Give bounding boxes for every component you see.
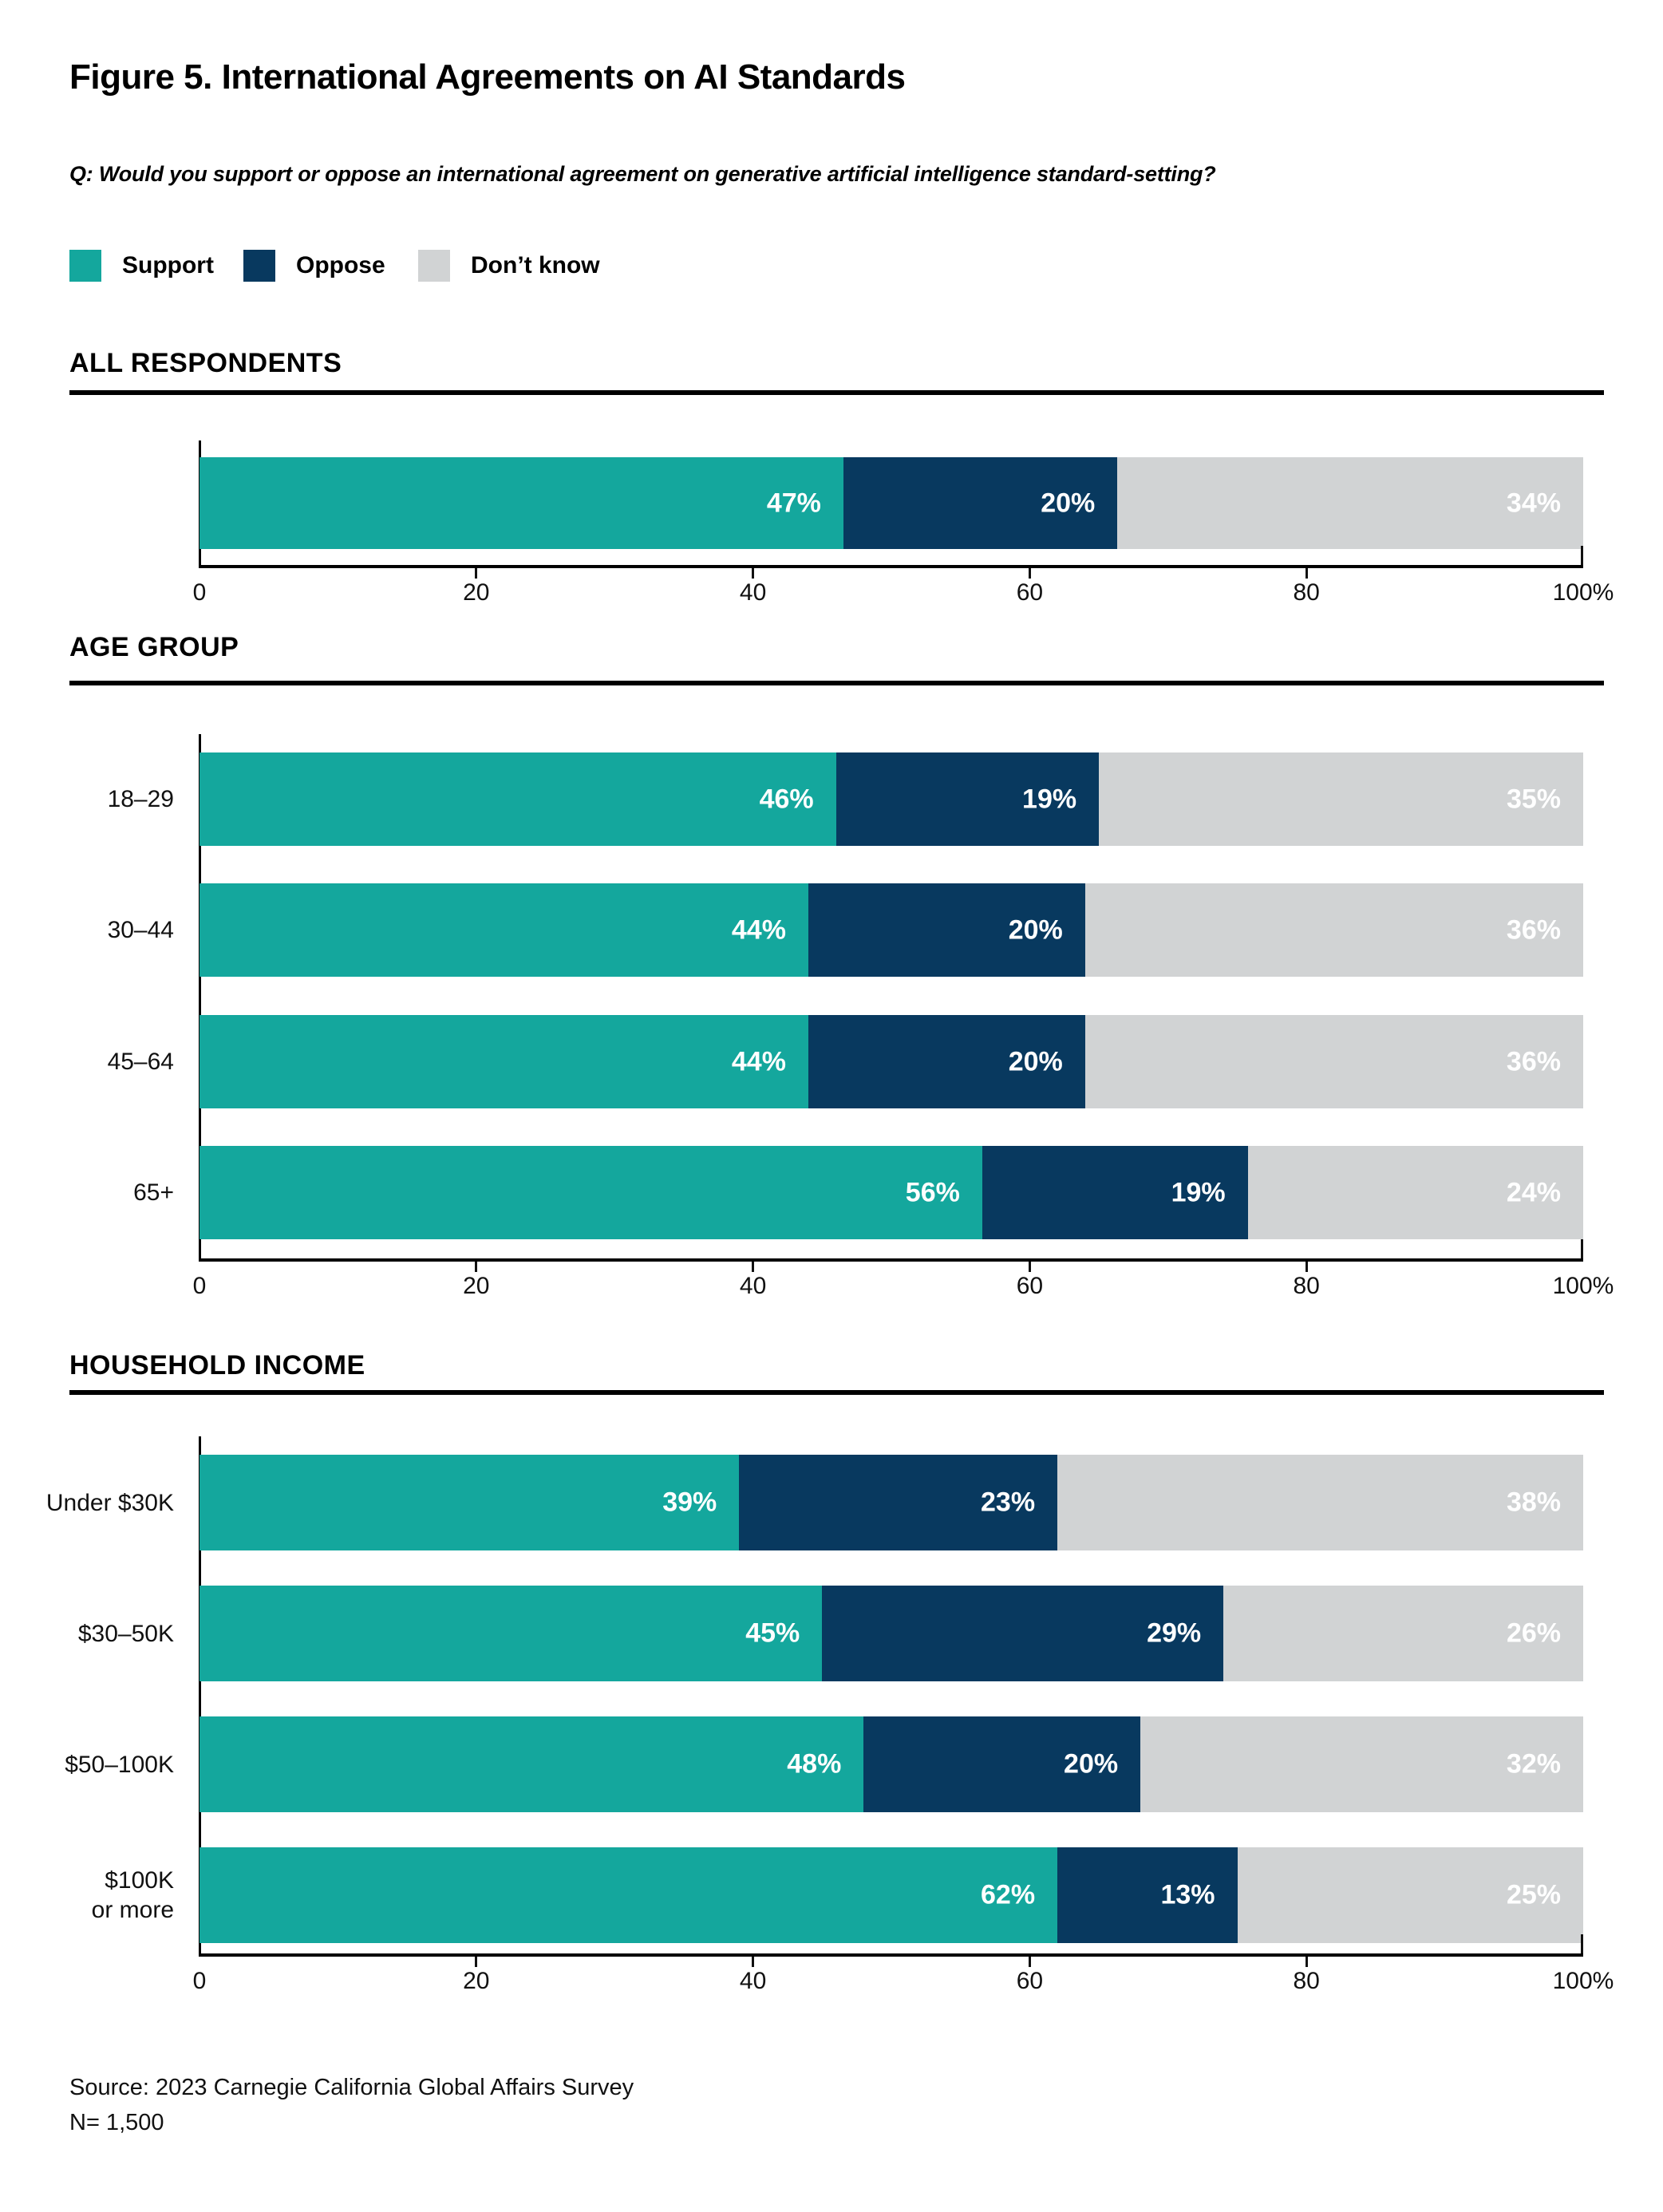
legend-item-oppose (243, 250, 385, 282)
bar-row (199, 883, 1583, 977)
bar-segment-support (199, 1455, 739, 1550)
bar-value-label: 24% (1506, 1177, 1561, 1207)
axis-tick-label: 100% (1552, 1273, 1614, 1299)
bar-segment-oppose (1057, 1847, 1237, 1943)
axis-tick-label: 60 (1016, 579, 1044, 606)
axis-tick (475, 1957, 477, 1967)
bar-value-label: 13% (1160, 1879, 1215, 1910)
bar-row (199, 1455, 1583, 1550)
axis-tick-label: 20 (463, 579, 490, 606)
bar-value-label: 20% (1008, 1046, 1063, 1076)
bar-row (199, 457, 1583, 549)
bar-value-label: 46% (759, 784, 814, 814)
bar-segment-support (199, 1015, 808, 1108)
axis-tick (475, 568, 477, 579)
x-axis-line (199, 565, 1583, 568)
axis-tick (1306, 568, 1308, 579)
axis-endcap (1581, 1934, 1583, 1953)
bar-value-label: 56% (905, 1177, 960, 1207)
bar-row (199, 1146, 1583, 1239)
axis-tick (1029, 1957, 1031, 1967)
bar-segment-support (199, 1847, 1057, 1943)
category-label: Under $30K (45, 1489, 174, 1516)
bar-value-label: 20% (1064, 1748, 1119, 1779)
category-label: 65+ (133, 1179, 174, 1206)
bar-row (199, 1716, 1583, 1812)
bar-segment-oppose (822, 1586, 1223, 1681)
bar-value-label: 34% (1506, 488, 1561, 518)
bar-segment-support (199, 1716, 863, 1812)
bar-value-label: 36% (1506, 914, 1561, 945)
legend-label: Support (122, 252, 214, 278)
bar-segment-don-t-know (1085, 883, 1583, 977)
axis-tick-label: 0 (192, 1273, 207, 1299)
section-rule (69, 681, 1604, 685)
bar-value-label: 23% (981, 1487, 1036, 1518)
axis-endcap (1581, 546, 1583, 565)
bar-segment-don-t-know (1140, 1716, 1583, 1812)
bar-segment-don-t-know (1117, 457, 1583, 549)
bar-segment-oppose (843, 457, 1117, 549)
axis-tick (475, 1262, 477, 1272)
axis-tick-label: 60 (1016, 1968, 1044, 1994)
category-label: $50–100K (65, 1751, 174, 1778)
bar-segment-don-t-know (1248, 1146, 1583, 1239)
bar-value-label: 38% (1506, 1487, 1561, 1518)
bar-segment-support (199, 752, 836, 846)
bar-segment-oppose (739, 1455, 1057, 1550)
bar-value-label: 48% (787, 1748, 842, 1779)
bar-row (199, 752, 1583, 846)
legend-swatch-icon (418, 250, 450, 282)
axis-tick (1029, 568, 1031, 579)
bar-value-label: 26% (1506, 1618, 1561, 1649)
section-heading: ALL RESPONDENTS (69, 348, 342, 378)
axis-tick-label: 100% (1552, 1968, 1614, 1994)
axis-tick (1029, 1262, 1031, 1272)
bar-value-label: 62% (981, 1879, 1036, 1910)
sample-size: N= 1,500 (69, 2110, 164, 2135)
source-line: Source: 2023 Carnegie California Global Affairs Survey (69, 2075, 634, 2100)
legend-label: Don’t know (471, 252, 600, 278)
axis-tick-label: 0 (192, 1968, 207, 1994)
axis-tick-label: 80 (1293, 1273, 1320, 1299)
bar-value-label: 36% (1506, 1046, 1561, 1076)
bar-segment-support (199, 1146, 982, 1239)
axis-tick-label: 80 (1293, 579, 1320, 606)
bar-row (199, 1586, 1583, 1681)
bar-value-label: 20% (1008, 914, 1063, 945)
axis-tick-label: 40 (739, 1273, 767, 1299)
legend-label: Oppose (296, 252, 385, 278)
bar-value-label: 29% (1147, 1618, 1202, 1649)
bar-value-label: 25% (1506, 1879, 1561, 1910)
axis-tick-label: 0 (192, 579, 207, 606)
bar-value-label: 39% (662, 1487, 717, 1518)
axis-tick-label: 100% (1552, 579, 1614, 606)
bar-segment-don-t-know (1057, 1455, 1583, 1550)
bar-value-label: 47% (766, 488, 821, 518)
section-heading: HOUSEHOLD INCOME (69, 1350, 365, 1381)
figure-title: Figure 5. International Agreements on AI Standards (69, 57, 906, 97)
bar-value-label: 44% (731, 1046, 786, 1076)
bar-segment-oppose (836, 752, 1099, 846)
bar-value-label: 44% (731, 914, 786, 945)
legend-item-don-t-know (418, 250, 600, 282)
axis-tick-label: 40 (739, 579, 767, 606)
legend-swatch-icon (243, 250, 275, 282)
axis-tick-label: 80 (1293, 1968, 1320, 1994)
bar-row (199, 1015, 1583, 1108)
category-label: $100K or more (91, 1867, 174, 1923)
axis-tick-label: 40 (739, 1968, 767, 1994)
x-axis-line (199, 1258, 1583, 1262)
bar-segment-oppose (808, 1015, 1085, 1108)
bar-value-label: 32% (1506, 1748, 1561, 1779)
bar-segment-don-t-know (1085, 1015, 1583, 1108)
axis-tick (1306, 1262, 1308, 1272)
axis-endcap (1581, 1239, 1583, 1258)
axis-tick-label: 20 (463, 1968, 490, 1994)
bar-segment-oppose (982, 1146, 1248, 1239)
bar-segment-support (199, 457, 843, 549)
survey-question: Q: Would you support or oppose an international agreement on generative artificial intelligence standard-setting? (69, 162, 1216, 186)
bar-segment-don-t-know (1099, 752, 1583, 846)
bar-value-label: 45% (745, 1618, 800, 1649)
bar-segment-oppose (863, 1716, 1140, 1812)
category-label: $30–50K (77, 1620, 174, 1647)
bar-segment-support (199, 883, 808, 977)
legend-item-support (69, 250, 214, 282)
category-label: 18–29 (107, 786, 174, 812)
axis-tick (1306, 1957, 1308, 1967)
bar-value-label: 19% (1171, 1177, 1226, 1207)
legend-swatch-icon (69, 250, 101, 282)
bar-value-label: 20% (1041, 488, 1096, 518)
source-note (69, 2070, 634, 2140)
bar-value-label: 19% (1022, 784, 1077, 814)
bar-segment-don-t-know (1223, 1586, 1583, 1681)
x-axis-line (199, 1953, 1583, 1957)
bar-segment-don-t-know (1238, 1847, 1584, 1943)
axis-tick (752, 568, 754, 579)
axis-tick-label: 60 (1016, 1273, 1044, 1299)
category-label: 45–64 (107, 1049, 174, 1075)
section-rule (69, 390, 1604, 395)
axis-tick (752, 1262, 754, 1272)
category-label: 30–44 (107, 917, 174, 943)
section-rule (69, 1390, 1604, 1395)
bar-segment-support (199, 1586, 822, 1681)
axis-tick-label: 20 (463, 1273, 490, 1299)
section-heading: AGE GROUP (69, 632, 239, 662)
bar-segment-oppose (808, 883, 1085, 977)
bar-row (199, 1847, 1583, 1943)
axis-tick (752, 1957, 754, 1967)
bar-value-label: 35% (1506, 784, 1561, 814)
